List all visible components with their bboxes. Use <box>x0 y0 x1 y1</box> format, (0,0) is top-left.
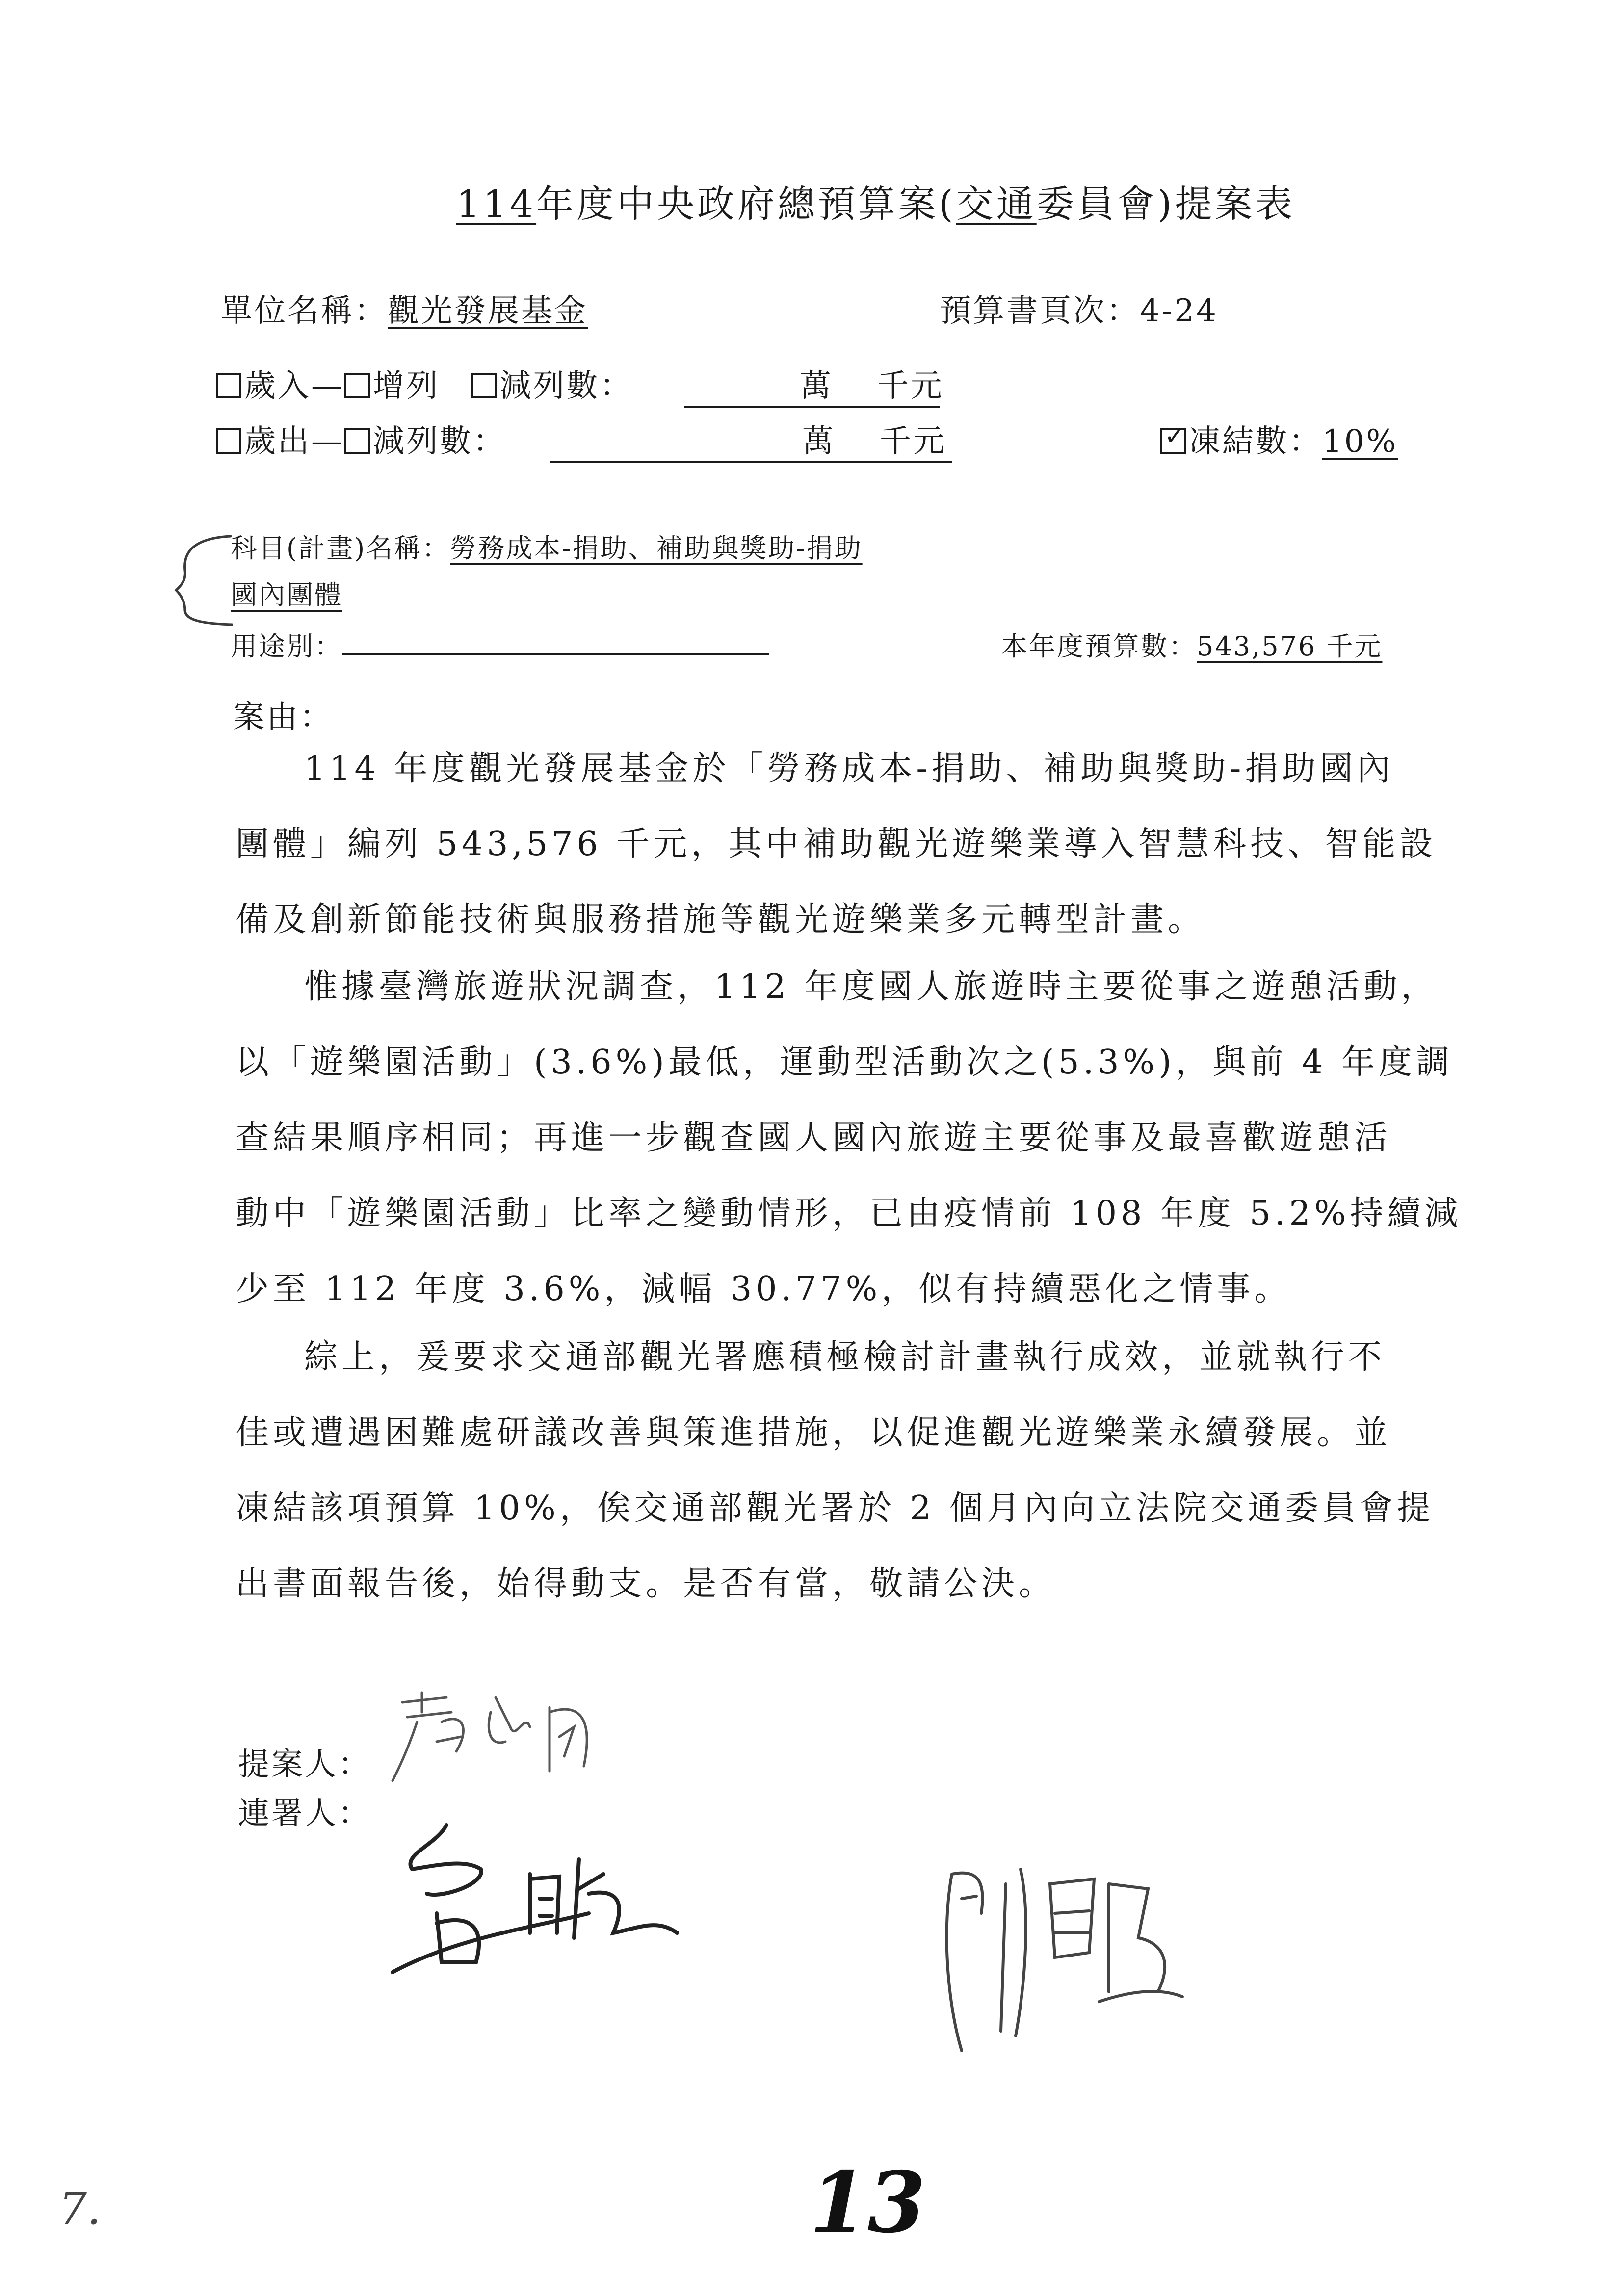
freeze-label: 凍結數： <box>1189 423 1322 460</box>
expense-reduce-label: 減列數： <box>373 423 506 460</box>
proposer-signature <box>388 1683 613 1791</box>
budget-page-label: 預算書頁次： <box>940 293 1140 329</box>
case-p3-line: 出書面報告後，始得動支。是否有當，敬請公決。 <box>236 1565 1056 1603</box>
case-p1-line: 備及創新節能技術與服務措施等觀光遊樂業多元轉型計畫。 <box>236 900 1205 939</box>
usage-row <box>231 626 769 663</box>
budget-row <box>1001 626 1382 663</box>
case-p3-line: 佳或遭遇困難處研議改善與策進措施，以促進觀光遊樂業永續發展。並 <box>236 1413 1392 1452</box>
case-p3-line: 綜上，爰要求交通部觀光署應積極檢討計畫執行成效，並就執行不 <box>304 1338 1386 1377</box>
case-p1-line: 團體」編列 543,576 千元，其中補助觀光遊樂業導入智慧科技、智能設 <box>236 825 1437 863</box>
cosigner-signature-1 <box>383 1815 687 1997</box>
unit-row <box>221 286 588 331</box>
title-year: 114 <box>456 182 537 226</box>
title-committee: 交通 <box>956 182 1037 226</box>
budget-label: 本年度預算數： <box>1001 631 1197 662</box>
page-number: 13 <box>810 2154 926 2252</box>
subject-row <box>231 527 863 565</box>
freeze-checkbox[interactable] <box>1160 428 1186 454</box>
subject-value-line2: 國內團體 <box>231 579 342 610</box>
case-p2-line: 少至 112 年度 3.6%，減幅 30.77%，似有持續惡化之情事。 <box>236 1270 1292 1308</box>
revenue-reduce-checkbox[interactable] <box>471 373 497 398</box>
usage-label: 用途別： <box>231 631 342 662</box>
expense-prefix: 歲出— <box>244 423 344 460</box>
case-p2-line: 查結果順序相同；再進一步觀查國人國內旅遊主要從事及最喜歡遊憩活 <box>236 1119 1392 1157</box>
revenue-amount <box>684 361 944 408</box>
handwritten-brace-mark <box>174 532 233 626</box>
subject-label: 科目(計畫)名稱： <box>231 533 450 564</box>
form-title <box>456 174 1295 228</box>
title-pre: 年度中央政府總預算案( <box>536 182 956 226</box>
budget-value: 543,576 千元 <box>1197 631 1383 662</box>
revenue-checkbox[interactable] <box>216 373 241 398</box>
case-p2-line: 惟據臺灣旅遊狀況調查，112 年度國人旅遊時主要從事之遊憩活動， <box>304 967 1439 1006</box>
revenue-add-checkbox[interactable] <box>344 373 370 398</box>
revenue-qian: 千元 <box>877 368 944 404</box>
revenue-reduce-label: 減列數： <box>499 368 633 404</box>
unit-label: 單位名稱： <box>221 293 388 329</box>
expense-row <box>216 416 506 461</box>
case-p2-line: 以「遊樂園活動」(3.6%)最低，運動型活動次之(5.3%)，與前 4 年度調 <box>236 1043 1454 1082</box>
case-p1-line: 114 年度觀光發展基金於「勞務成本-捐助、補助與獎助-捐助國內 <box>304 749 1394 788</box>
cosigner-signature-2 <box>932 1854 1192 2061</box>
budget-page-row <box>940 286 1218 331</box>
revenue-row <box>216 361 633 406</box>
expense-reduce-checkbox[interactable] <box>344 428 370 454</box>
subject-value-line1: 勞務成本-捐助、補助與獎助-捐助 <box>450 533 863 564</box>
expense-wan: 萬 <box>802 423 836 460</box>
case-p3-line: 凍結該項預算 10%，俟交通部觀光署於 2 個月內向立法院交通委員會提 <box>236 1489 1435 1528</box>
expense-amount-blank[interactable] <box>550 416 952 463</box>
revenue-amount-blank[interactable] <box>684 361 944 408</box>
cosigner-label: 連署人： <box>238 1796 371 1832</box>
usage-blank[interactable] <box>342 629 769 655</box>
proposer-label: 提案人： <box>238 1747 371 1783</box>
expense-checkbox[interactable] <box>216 428 241 454</box>
revenue-wan: 萬 <box>800 368 833 404</box>
revenue-prefix: 歲入— <box>244 368 344 404</box>
expense-amount <box>550 416 952 463</box>
case-label: 案由： <box>233 699 333 735</box>
freeze-row <box>1160 416 1398 461</box>
unit-value: 觀光發展基金 <box>388 293 588 329</box>
title-post: 委員會)提案表 <box>1036 182 1296 226</box>
margin-number: 7. <box>59 2183 101 2235</box>
revenue-add-label: 增列 <box>373 368 440 404</box>
case-paragraph-3 <box>236 1320 1442 1622</box>
expense-qian: 千元 <box>880 423 946 460</box>
case-paragraph-2 <box>236 949 1462 1327</box>
case-paragraph-1 <box>236 731 1442 958</box>
freeze-value: 10% <box>1322 423 1398 460</box>
budget-page-value: 4-24 <box>1140 293 1218 329</box>
subject-row-2 <box>231 574 342 612</box>
case-p2-line: 動中「遊樂園活動」比率之變動情形，已由疫情前 108 年度 5.2%持續減 <box>236 1194 1462 1233</box>
